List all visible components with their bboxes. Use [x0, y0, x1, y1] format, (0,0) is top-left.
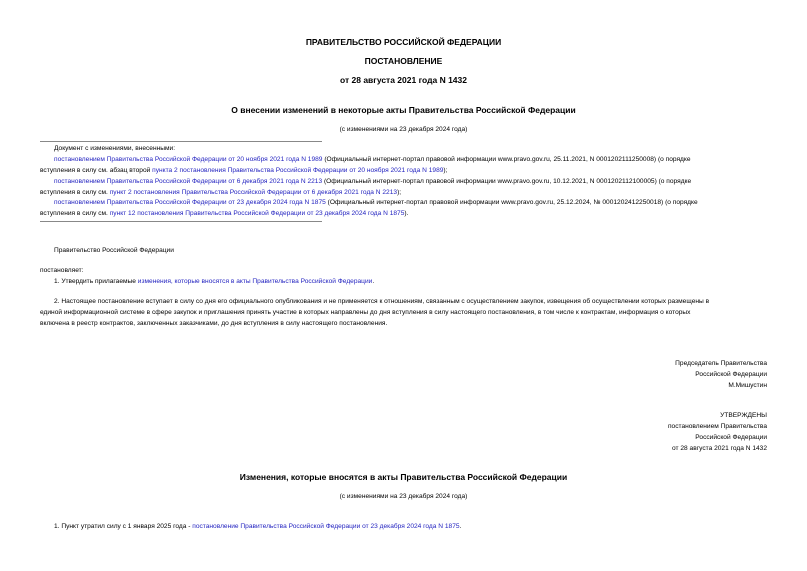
amendment-item-1 [40, 154, 767, 176]
approval-block [668, 410, 767, 454]
approved-changes-link[interactable]: изменения, которые вносятся в акты Правительства Российской Федерации [137, 278, 373, 285]
amendment-link-2[interactable]: постановлением Правительства Российской Федерации от 6 декабря 2021 года N 2213 [54, 178, 323, 185]
amendment-link-1b[interactable]: пункта 2 постановления Правительства Российской Федерации от 20 ноября 2021 года N 1989 [152, 167, 444, 174]
amendment-text-2: (Официальный интернет-портал правовой информации www.pravo.gov.ru, 10.12.2021, N 0001202112100005) (о порядке [322, 178, 692, 185]
amendment-text-2b: вступления в силу см. [40, 189, 110, 196]
changes-item-1 [54, 521, 461, 532]
amendment-link-2b[interactable]: пункт 2 постановления Правительства Российской Федерации от 6 декабря 2021 года N 2213 [109, 189, 398, 196]
changes-item-1-link[interactable]: постановление Правительства Российской Федерации от 23 декабря 2024 года N 1875 [192, 523, 460, 530]
approval-country: Российской Федерации [695, 434, 767, 441]
amendment-link-3[interactable]: постановлением Правительства Российской Федерации от 23 декабря 2024 года N 1875 [54, 199, 326, 206]
paragraph-2 [40, 296, 767, 329]
amendment-text-3b: вступления в силу см. [40, 210, 110, 217]
amendment-item-2 [40, 176, 767, 198]
divider-top [40, 141, 322, 142]
amendment-text-3: (Официальный интернет-портал правовой информации www.pravo.gov.ru, 25.12.2024, № 0001202412250018) (о порядке [325, 199, 698, 206]
signature-block [675, 358, 767, 391]
changes-amended-note: (с изменениями на 23 декабря 2024 года) [339, 493, 468, 500]
signature-name: М.Мишустин [728, 382, 767, 389]
divider-bottom [40, 221, 322, 222]
amendment-link-1[interactable]: постановлением Правительства Российской Федерации от 20 ноября 2021 года N 1989 [54, 156, 323, 163]
amendment-text-1b: вступления в силу см. абзац второй [40, 167, 153, 174]
paragraph-2-line-2: единой информационной системе в сфере закупок и приглашения принять участие в которых направлены до дня вступления в силу настоящего постановления, в том числе к контрактам, информация о которых [40, 309, 691, 316]
paragraph-1-pre: 1. Утвердить прилагаемые [54, 278, 138, 285]
doc-date-number: от 28 августа 2021 года N 1432 [340, 75, 467, 85]
signature-position: Председатель Правительства [675, 360, 767, 367]
paragraph-2-line-3: включена в реестр контрактов, заключенных заказчиками, до дня вступления в силу настоящего постановления. [40, 320, 388, 327]
doc-type-heading: ПОСТАНОВЛЕНИЕ [364, 56, 443, 66]
amendment-text-2c: ); [397, 189, 402, 196]
issuer-text: Правительство Российской Федерации [54, 247, 174, 254]
amendment-link-3b[interactable]: пункт 12 постановления Правительства Российской Федерации от 23 декабря 2024 года N 1875 [109, 210, 405, 217]
doc-title: О внесении изменений в некоторые акты Правительства Российской Федерации [231, 105, 576, 115]
decides-text: постановляет: [40, 267, 84, 274]
amendment-text-3c: ). [404, 210, 409, 217]
approval-by: постановлением Правительства [667, 423, 767, 430]
signature-country: Российской Федерации [695, 371, 767, 378]
changes-title: Изменения, которые вносятся в акты Правительства Российской Федерации [239, 472, 568, 482]
amendments-intro: Документ с изменениями, внесенными: [54, 145, 176, 152]
approval-word: УТВЕРЖДЕНЫ [720, 412, 767, 419]
paragraph-1 [54, 276, 374, 287]
amendment-item-3 [40, 197, 767, 219]
changes-item-1-post: . [459, 523, 462, 530]
paragraph-1-post: . [372, 278, 375, 285]
doc-amended-note: (с изменениями на 23 декабря 2024 года) [339, 126, 468, 133]
government-heading: ПРАВИТЕЛЬСТВО РОССИЙСКОЙ ФЕДЕРАЦИИ [305, 37, 502, 47]
amendment-text-1: (Официальный интернет-портал правовой информации www.pravo.gov.ru, 25.11.2021, N 0001202111250008) (о порядке [322, 156, 691, 163]
amendment-text-1c: ); [443, 167, 448, 174]
paragraph-2-line-1: 2. Настоящее постановление вступает в силу со дня его официального опубликования и не применяется к отношениям, связанным с осуществлением закупок, извещения об осуществлении которых размещены в [54, 298, 710, 305]
approval-date: от 28 августа 2021 года N 1432 [672, 445, 767, 452]
changes-item-1-pre: 1. Пункт утратил силу с 1 января 2025 года - [54, 523, 193, 530]
